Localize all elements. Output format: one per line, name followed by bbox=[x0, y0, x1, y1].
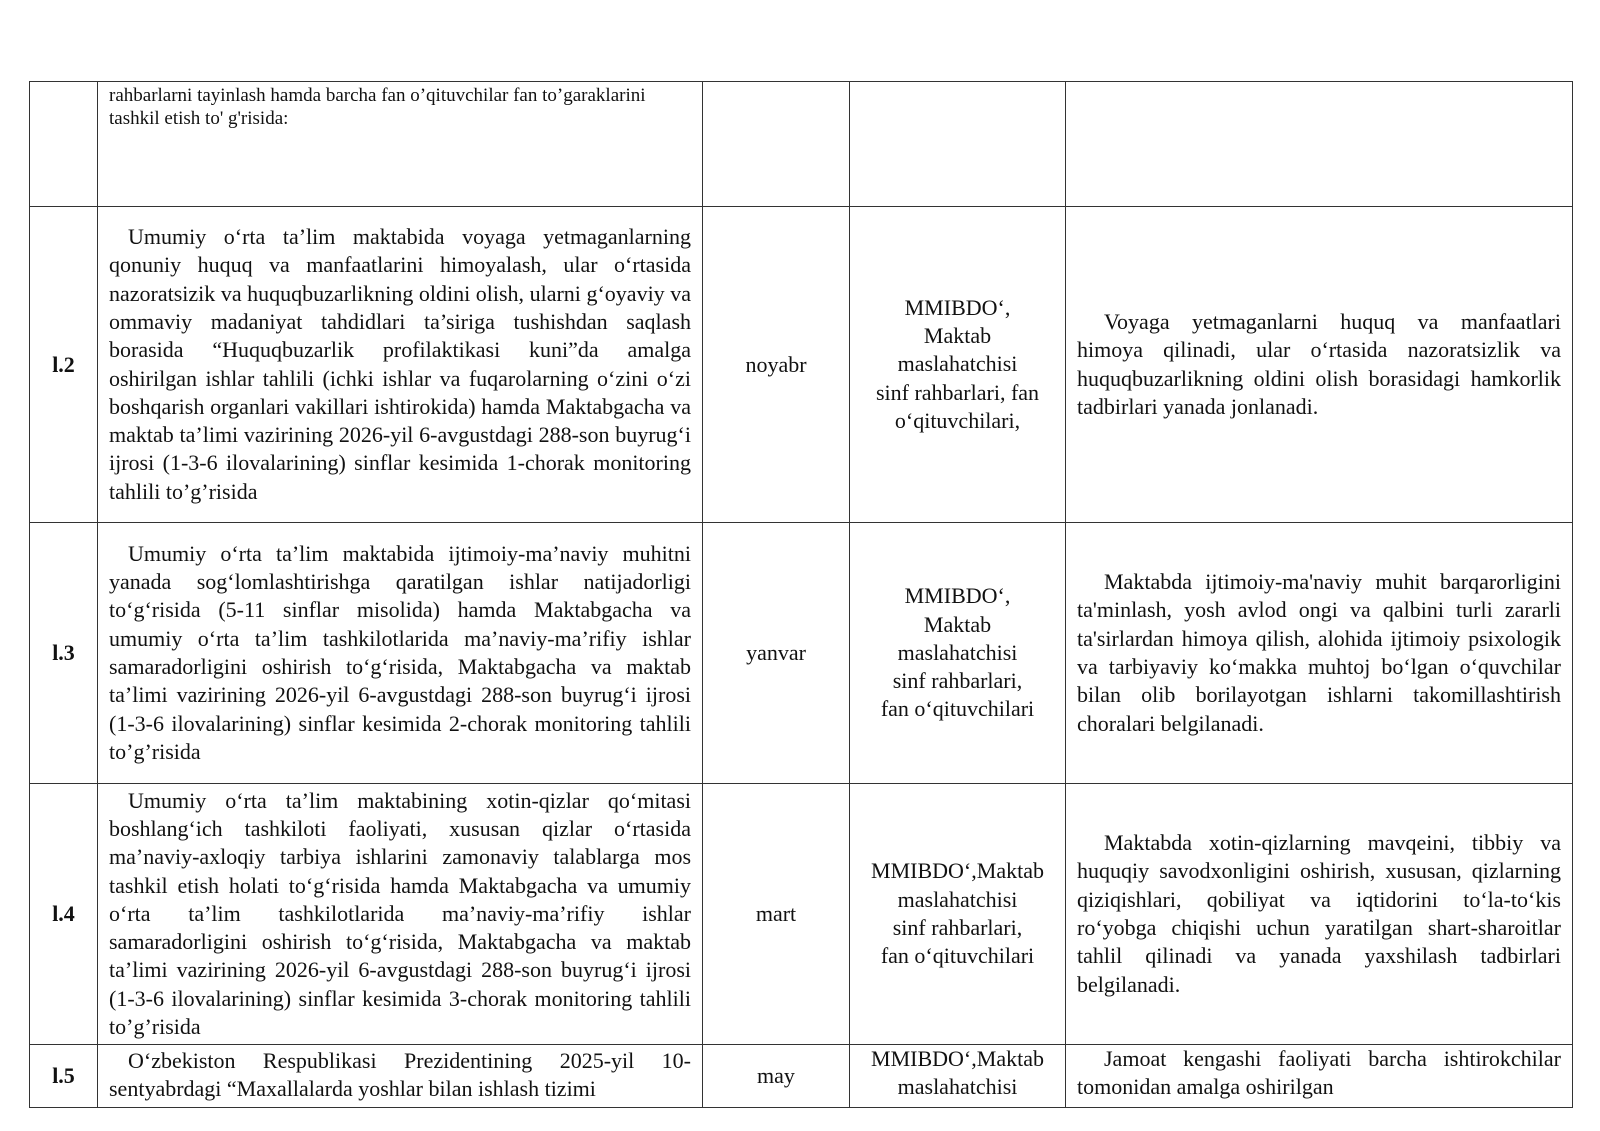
row-result bbox=[1066, 82, 1573, 207]
responsible-line: sinf rahbarlari, fan bbox=[875, 379, 1040, 405]
row-topic-text: O‘zbekiston Respublikasi Prezidentining 2025-yil 10-sentyabrdagi “Maxallalarda yoshlar bilan ishlash tizimi bbox=[109, 1048, 691, 1102]
row-result bbox=[1066, 523, 1573, 784]
row-result-text: Voyaga yetmaganlarni huquq va manfaatlari himoya qilinadi, ular o‘rtasida nazoratsizlik va huquqbuzarlikning oldini olish borasidagi hamkorlik tadbirlari yanada jonlanadi. bbox=[1077, 308, 1561, 419]
responsible-line: fan o‘qituvchilari bbox=[880, 943, 1035, 969]
row-result-text: Maktabda ijtimoiy-ma'naviy muhit barqarorligini ta'minlash, yosh avlod ongi va qalbini turli zararli ta'sirlardan himoya qilish, alohida ijtimoiy psixologik va tarbiyaviy ko‘makka muhtoj bo‘lgan o‘quvchilar bilan olib borilayotgan ishlarni takomillashtirish choralari belgilanadi. bbox=[1077, 569, 1561, 736]
row-number: l.2 bbox=[30, 207, 98, 523]
row-result bbox=[1066, 207, 1573, 523]
row-result bbox=[1066, 1045, 1573, 1108]
row-number: l.4 bbox=[30, 784, 98, 1045]
table-row bbox=[30, 784, 1573, 1045]
responsible-line: o‘qituvchilari, bbox=[894, 407, 1021, 433]
row-topic-text: Umumiy o‘rta ta’lim maktabida voyaga yetmaganlarning qonuniy huquq va manfaatlarini himoyalash, ular o‘rtasida nazoratsizik va huquqbuzarlikning oldini olish, ularni g‘oyaviy va ommaviy madaniyat tahdidlari ta’siriga tushishdan saqlash borasida “Huquqbuzarlik profilaktikasi kuni”da amalga oshirilgan ishlar tahlili (ichki ishlar va fuqarolarning o‘zini o‘zi boshqarish organlari vakillari ishtirokida) hamda Maktabgacha va maktab ta’limi vazirining 2026-yil 6-avgustdagi 288-son buyrug‘i ijrosi (1-3-6 ilovalarining) sinflar kesimida 1-chorak monitoring tahlili to’g’risida bbox=[109, 224, 691, 504]
row-topic bbox=[98, 207, 703, 523]
responsible-line: sinf rahbarlari, bbox=[892, 915, 1023, 940]
responsible-line: Maktab bbox=[923, 611, 992, 637]
row-topic-text: Umumiy o‘rta ta’lim maktabining xotin-qizlar qo‘mitasi boshlang‘ich tashkiloti faoliyati, xususan qizlar o‘rtasida ma’naviy-axloqiy tarbiya ishlarini zamonaviy talablarga mos tashkil etish holati to‘g‘risida hamda Maktabgacha va umumiy o‘rta ta’lim tashkilotlarida ma’naviy-ma’rifiy ishlar samaradorligini oshirish to‘g‘risida, Maktabgacha va maktab ta’limi vazirining 2026-yil 6-avgustdagi 288-son buyrug‘i ijrosi (1-3-6 ilovalarining) sinflar kesimida 3-chorak monitoring tahlili to’g’risida bbox=[109, 787, 691, 1040]
responsible-line: MMIBDO‘, bbox=[904, 294, 1011, 320]
plan-table bbox=[29, 81, 1573, 1108]
responsible-line: Maktab bbox=[923, 323, 992, 349]
row-result-text: Maktabda xotin-qizlarning mavqeini, tibbiy va huquqiy savodxonligini oshirish, xususan, qizlarning qiziqishlari, qobiliyat va iqtidorini to‘la-to‘kis ro‘yobga chiqishi uchun yaratilgan shart-sharoitlar tahlil qilinadi va yanada yaxshilash tadbirlari belgilanadi. bbox=[1077, 830, 1561, 997]
row-topic bbox=[98, 1045, 703, 1108]
row-responsible bbox=[850, 1045, 1066, 1108]
row-result bbox=[1066, 784, 1573, 1045]
row-topic bbox=[98, 784, 703, 1045]
row-topic-text: Umumiy o‘rta ta’lim maktabida ijtimoiy-ma’naviy muhitni yanada sog‘lomlashtirishga qaratilgan ishlar natijadorligi to‘g‘risida (5-11 sinflar misolida) hamda Maktabgacha va umumiy o‘rta ta’lim tashkilotlarida ma’naviy-ma’rifiy ishlar samaradorligini oshirish to‘g‘risida, Maktabgacha va maktab ta’limi vazirining 2026-yil 6-avgustdagi 288-son buyrug‘i ijrosi (1-3-6 ilovalarining) sinflar kesimida 2-chorak monitoring tahlili to’g’risida bbox=[109, 540, 691, 764]
table-row bbox=[30, 82, 1573, 207]
responsible-line: maslahatchisi bbox=[897, 351, 1018, 377]
row-number: l.5 bbox=[30, 1045, 98, 1108]
table-row bbox=[30, 1045, 1573, 1108]
row-responsible bbox=[850, 523, 1066, 784]
row-deadline: noyabr bbox=[703, 207, 850, 523]
row-deadline: mart bbox=[703, 784, 850, 1045]
table-row bbox=[30, 523, 1573, 784]
responsible-line: sinf rahbarlari, bbox=[892, 668, 1023, 694]
row-deadline bbox=[703, 82, 850, 207]
row-responsible bbox=[850, 207, 1066, 523]
row-deadline: may bbox=[703, 1045, 850, 1108]
responsible-line: fan o‘qituvchilari bbox=[880, 696, 1035, 722]
responsible-line: MMIBDO‘, bbox=[904, 583, 1011, 609]
responsible-line: maslahatchisi bbox=[897, 886, 1018, 912]
row-topic bbox=[98, 523, 703, 784]
row-result-text: Jamoat kengashi faoliyati barcha ishtirokchilar tomonidan amalga oshirilgan bbox=[1077, 1046, 1561, 1100]
row-responsible bbox=[850, 82, 1066, 207]
row-deadline: yanvar bbox=[703, 523, 850, 784]
responsible-line: maslahatchisi bbox=[897, 639, 1018, 665]
responsible-line: MMIBDO‘,Maktab bbox=[871, 858, 1044, 884]
row-number bbox=[30, 82, 98, 207]
responsible-line: maslahatchisi bbox=[897, 1074, 1018, 1100]
row-responsible bbox=[850, 784, 1066, 1045]
row-number: l.3 bbox=[30, 523, 98, 784]
row-topic: rahbarlarni tayinlash hamda barcha fan o’qituvchilar fan to’garaklarini tashkil etish to' g'risida: bbox=[98, 82, 703, 207]
table-row bbox=[30, 207, 1573, 523]
responsible-line: MMIBDO‘,Maktab bbox=[871, 1046, 1044, 1071]
